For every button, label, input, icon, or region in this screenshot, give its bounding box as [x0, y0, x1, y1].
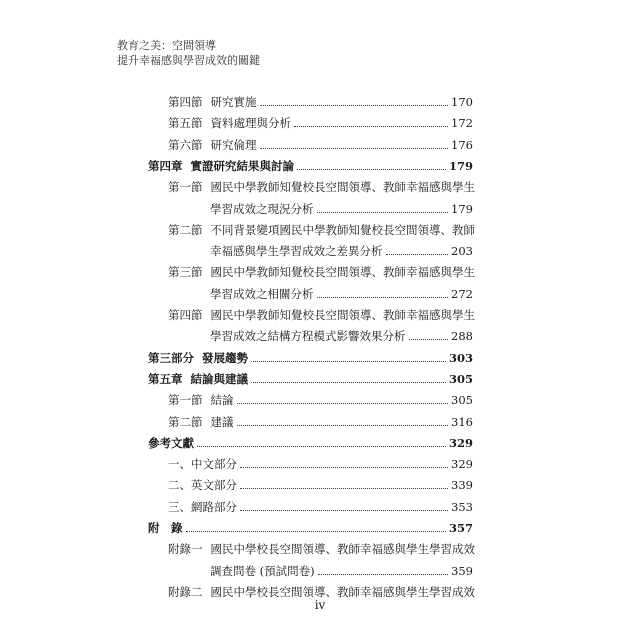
toc-entry-page: 359 [451, 563, 473, 578]
dot-leader [197, 446, 446, 447]
toc-entry [210, 282, 473, 302]
toc-entry-page: 316 [451, 414, 473, 429]
toc-entry-number: 第五章 [148, 371, 183, 386]
toc-entry-page: 303 [448, 350, 473, 365]
toc-entry-page: 305 [451, 393, 473, 408]
toc-entry-page: 339 [451, 478, 473, 493]
toc-entry-number: 第六節 [168, 137, 203, 152]
toc-entry [210, 197, 473, 217]
dot-leader [297, 169, 446, 170]
toc-entry [168, 473, 473, 493]
toc-entry [168, 111, 473, 131]
toc-entry-page: 305 [448, 371, 473, 386]
toc-entry-title: 發展趨勢 [202, 350, 248, 365]
toc-entry [168, 580, 473, 600]
toc-entry [210, 559, 473, 579]
toc-entry [168, 218, 473, 238]
toc-entry-number: 第一節 [168, 393, 203, 408]
header-title: 教育之美：空間領導 [117, 39, 216, 52]
toc-entry-number: 第二節 [168, 222, 203, 237]
toc-entry [210, 239, 473, 259]
toc-entry-number: 第五節 [168, 116, 203, 131]
toc-entry-title: 三、網路部分 [168, 499, 237, 514]
dot-leader [260, 105, 449, 106]
toc-entry-number: 第四節 [168, 95, 203, 109]
toc-entry-title: 學習成效之現況分析 [210, 201, 314, 216]
toc-entry-title: 結論與建議 [190, 371, 248, 386]
dot-leader [260, 148, 449, 149]
dot-leader [386, 254, 449, 255]
dot-leader [240, 510, 448, 511]
dot-leader [409, 339, 449, 340]
dot-leader [240, 467, 448, 468]
toc-entry [148, 346, 473, 366]
toc-entry [168, 410, 473, 430]
toc-entry-title: 國民中學教師知覺校長空間領導、教師幸福感與學生 [210, 265, 475, 280]
toc-entry-title: 學習成效之相關分析 [210, 286, 314, 301]
dot-leader [294, 126, 448, 127]
dot-leader [318, 574, 448, 575]
toc-entry [148, 431, 473, 451]
toc-entry-number: 第四節 [168, 308, 203, 322]
toc-entry-title: 國民中學校長空間領導、教師幸福感與學生學習成效 [210, 584, 475, 599]
dot-leader [251, 361, 446, 362]
dot-leader [251, 382, 446, 383]
toc-entry [168, 175, 473, 195]
dot-leader [317, 212, 449, 213]
toc-entry-title: 二、英文部分 [168, 478, 237, 493]
toc-entry-title: 參考文獻 [148, 435, 194, 450]
toc-entry-page: 329 [451, 457, 473, 472]
toc-entry [168, 90, 473, 110]
toc-entry-page: 176 [451, 137, 473, 152]
toc-entry-title: 研究倫理 [210, 137, 257, 152]
header-subtitle: 提升幸福感與學習成效的關鍵 [117, 54, 260, 67]
dot-leader [240, 488, 448, 489]
toc-entry-title: 建議 [210, 414, 234, 429]
toc-entry-title: 國民中學教師知覺校長空間領導、教師幸福感與學生 [210, 308, 475, 322]
toc-entry-page: 329 [448, 435, 473, 450]
toc-entry-number: 第三節 [168, 265, 203, 280]
toc-entry [148, 516, 473, 536]
toc-entry [168, 452, 473, 472]
toc-entry-page: 353 [451, 499, 473, 514]
toc-entry-page: 357 [448, 521, 473, 535]
toc-entry [168, 260, 473, 280]
dot-leader [237, 403, 449, 404]
toc-entry [168, 303, 473, 323]
toc-entry [168, 495, 473, 515]
toc-entry [148, 154, 473, 174]
toc-entry-title: 不同背景變項國民中學教師知覺校長空間領導、教師 [210, 222, 475, 237]
toc-entry-title: 幸福感與學生學習成效之差異分析 [210, 244, 383, 259]
toc-entry-title: 學習成效之結構方程模式影響效果分析 [210, 329, 406, 344]
toc-entry-number: 第二節 [168, 414, 203, 429]
toc-entry [168, 388, 473, 408]
toc-entry-number: 第三部分 [148, 350, 194, 365]
toc-entry-title: 一、中文部分 [168, 457, 237, 472]
page-number: iv [314, 598, 326, 612]
toc-entry-number: 第四章 [148, 158, 183, 173]
toc-entry-title: 國民中學教師知覺校長空間領導、教師幸福感與學生 [210, 180, 475, 195]
toc-entry-page: 288 [451, 329, 473, 344]
toc-entry-title: 資料處理與分析 [210, 116, 291, 131]
toc-entry-title: 研究實施 [210, 95, 257, 109]
toc-entry-page: 172 [451, 116, 473, 131]
dot-leader [186, 531, 446, 532]
toc-entry-page: 179 [448, 158, 473, 173]
toc-entry-title: 結論 [210, 393, 234, 408]
toc-entry-page: 203 [451, 244, 473, 259]
toc-entry-title: 實證研究結果與討論 [190, 158, 294, 173]
toc-entry-page: 272 [451, 286, 473, 301]
toc-entry-title: 調查問卷 (預試問卷) [210, 563, 315, 578]
toc-entry-title: 國民中學校長空間領導、教師幸福感與學生學習成效 [210, 542, 475, 557]
toc-entry-page: 170 [451, 95, 473, 109]
toc-entry [168, 537, 473, 557]
toc-entry-number: 附錄一 [168, 542, 203, 557]
toc-entry-title: 附 錄 [148, 521, 183, 535]
toc-entry [168, 133, 473, 153]
dot-leader [237, 425, 449, 426]
dot-leader [317, 297, 449, 298]
toc-entry-number: 附錄二 [168, 584, 203, 599]
toc-entry [148, 367, 473, 387]
toc-entry [210, 324, 473, 344]
running-header [117, 38, 260, 68]
toc-entry-number: 第一節 [168, 180, 203, 195]
toc-entry-page: 179 [451, 201, 473, 216]
